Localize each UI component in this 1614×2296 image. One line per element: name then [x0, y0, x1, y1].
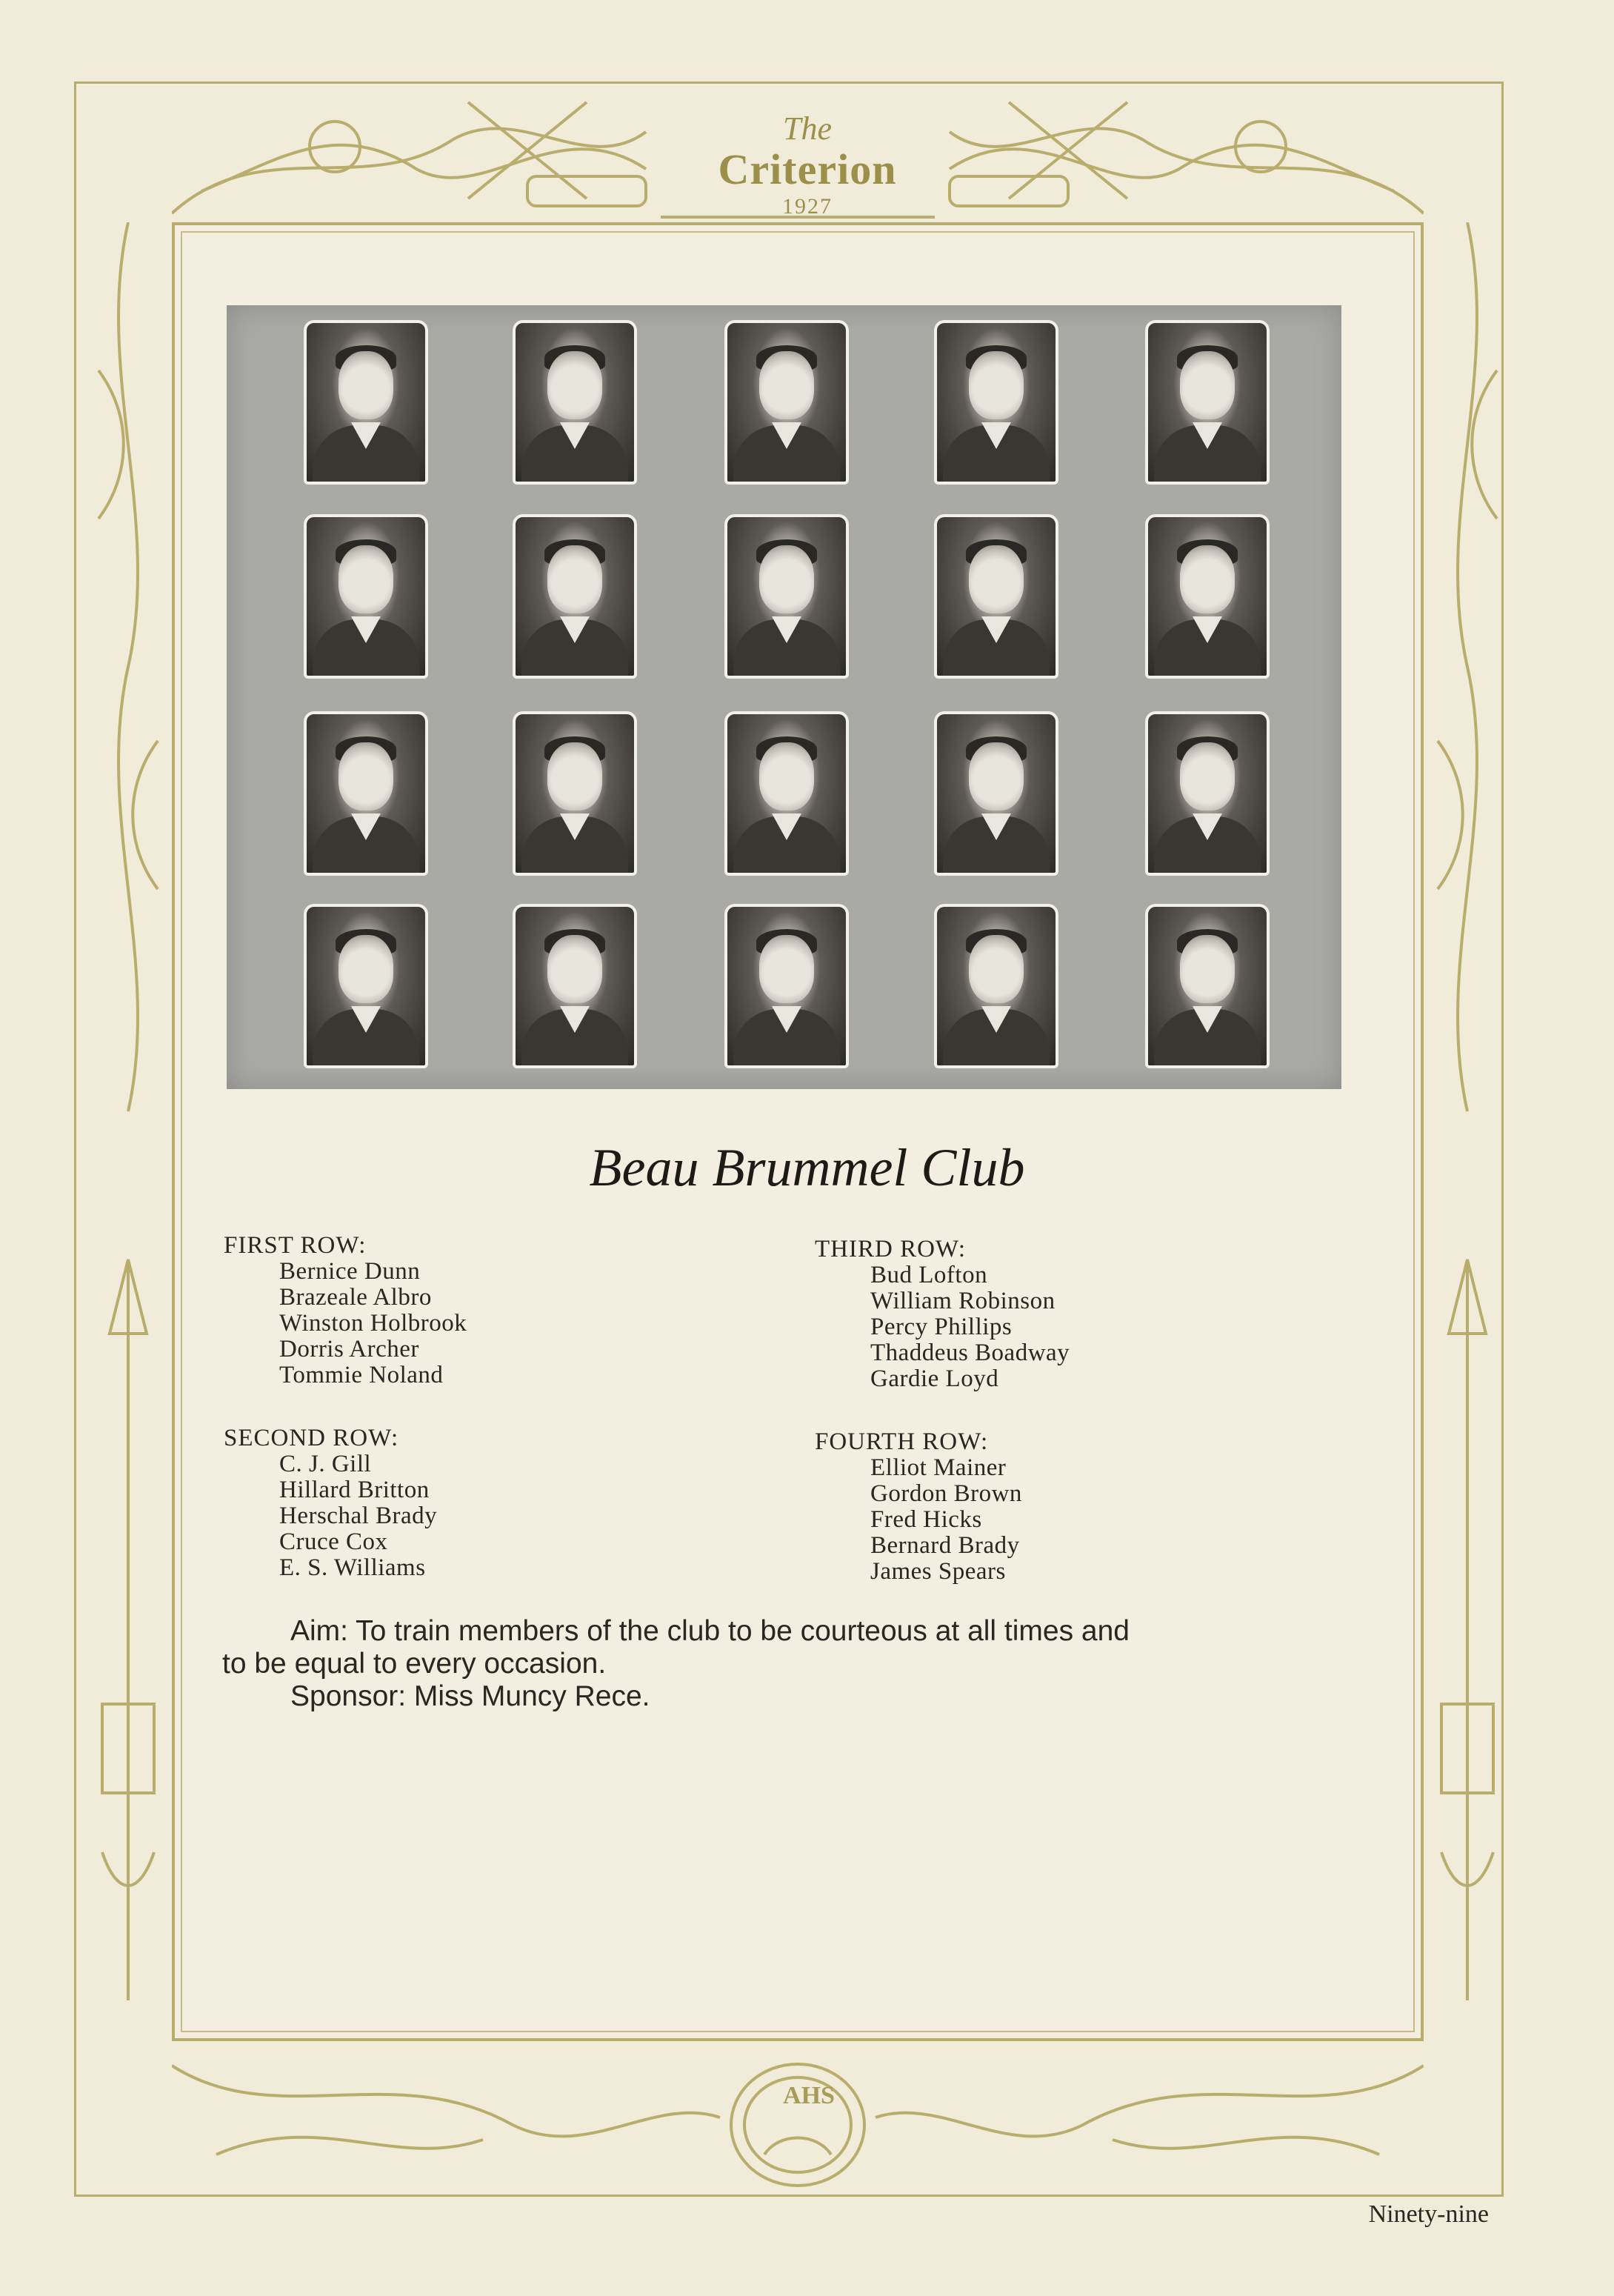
roster-right-column [815, 1237, 1333, 1585]
member-portrait [934, 711, 1058, 876]
member-portrait [304, 711, 428, 876]
portrait-head [339, 545, 393, 613]
member-portrait [513, 320, 637, 485]
row-header: FOURTH ROW: [815, 1428, 989, 1455]
portrait-head [969, 935, 1024, 1003]
portrait-head [1180, 935, 1235, 1003]
masthead-the: The [783, 110, 832, 147]
member-name: Brazeale Albro [279, 1284, 432, 1311]
portrait-head [969, 351, 1024, 419]
portrait-head [547, 935, 602, 1003]
portrait-head [1180, 742, 1235, 811]
member-name: Bud Lofton [870, 1262, 988, 1288]
portrait-head [547, 351, 602, 419]
portrait-head [339, 351, 393, 419]
sponsor-line: Sponsor: Miss Muncy Rece. [290, 1680, 650, 1712]
member-portrait [304, 320, 428, 485]
portrait-head [759, 742, 814, 811]
member-portrait [1145, 904, 1270, 1068]
row-header: FIRST ROW: [224, 1232, 367, 1259]
member-name: Bernice Dunn [279, 1258, 421, 1285]
member-portrait [304, 904, 428, 1068]
left-border-ornament [87, 222, 169, 2041]
member-name: Thaddeus Boadway [870, 1340, 1070, 1366]
member-name: Dorris Archer [279, 1336, 419, 1362]
member-portrait [513, 904, 637, 1068]
portrait-head [339, 742, 393, 811]
member-portrait [724, 904, 849, 1068]
member-portrait [934, 320, 1058, 485]
member-name: E. S. Williams [279, 1554, 426, 1581]
right-border-ornament [1427, 222, 1508, 2041]
member-name: C. J. Gill [279, 1451, 372, 1477]
member-name: Tommie Noland [279, 1362, 444, 1388]
member-portrait [513, 711, 637, 876]
bottom-ornament [172, 2043, 1424, 2192]
member-name: Fred Hicks [870, 1506, 982, 1533]
member-name: James Spears [870, 1558, 1006, 1585]
member-name: Winston Holbrook [279, 1310, 467, 1337]
portrait-head [969, 742, 1024, 811]
row-header: THIRD ROW: [815, 1236, 967, 1262]
page-number: Ninety-nine [1368, 2200, 1489, 2228]
portrait-head [759, 935, 814, 1003]
member-portrait [1145, 711, 1270, 876]
member-name: Bernard Brady [870, 1532, 1020, 1559]
roster-left-column [224, 1233, 742, 1581]
club-aim [222, 1615, 1348, 1713]
member-name: Gardie Loyd [870, 1365, 999, 1392]
portrait-head [547, 545, 602, 613]
member-portrait [724, 711, 849, 876]
member-portrait [513, 514, 637, 679]
portrait-head [969, 545, 1024, 613]
portrait-head [759, 351, 814, 419]
member-portrait [1145, 320, 1270, 485]
portrait-head [339, 935, 393, 1003]
member-portrait [724, 514, 849, 679]
aim-line-1: Aim: To train members of the club to be courteous at all times and [290, 1615, 1130, 1647]
member-name: Herschal Brady [279, 1503, 438, 1529]
member-portrait [724, 320, 849, 485]
member-name: Hillard Britton [279, 1477, 430, 1503]
portrait-head [759, 545, 814, 613]
member-name: Gordon Brown [870, 1480, 1022, 1507]
member-name: Percy Phillips [870, 1314, 1013, 1340]
member-name: Elliot Mainer [870, 1454, 1007, 1481]
member-portrait [1145, 514, 1270, 679]
masthead-title: Criterion [718, 145, 897, 193]
member-name: William Robinson [870, 1288, 1056, 1314]
ahs-seal [761, 2082, 857, 2110]
row-header: SECOND ROW: [224, 1425, 399, 1451]
club-title: Beau Brummel Club [589, 1138, 1025, 1197]
seal-text: AHS [783, 2082, 835, 2109]
group-photo-plate [227, 305, 1341, 1089]
member-portrait [304, 514, 428, 679]
member-portrait [934, 514, 1058, 679]
portrait-head [1180, 351, 1235, 419]
portrait-head [547, 742, 602, 811]
portrait-head [1180, 545, 1235, 613]
aim-line-2: to be equal to every occasion. [222, 1648, 607, 1680]
masthead-year: 1927 [782, 194, 833, 219]
member-portrait [934, 904, 1058, 1068]
member-name: Cruce Cox [279, 1528, 388, 1555]
